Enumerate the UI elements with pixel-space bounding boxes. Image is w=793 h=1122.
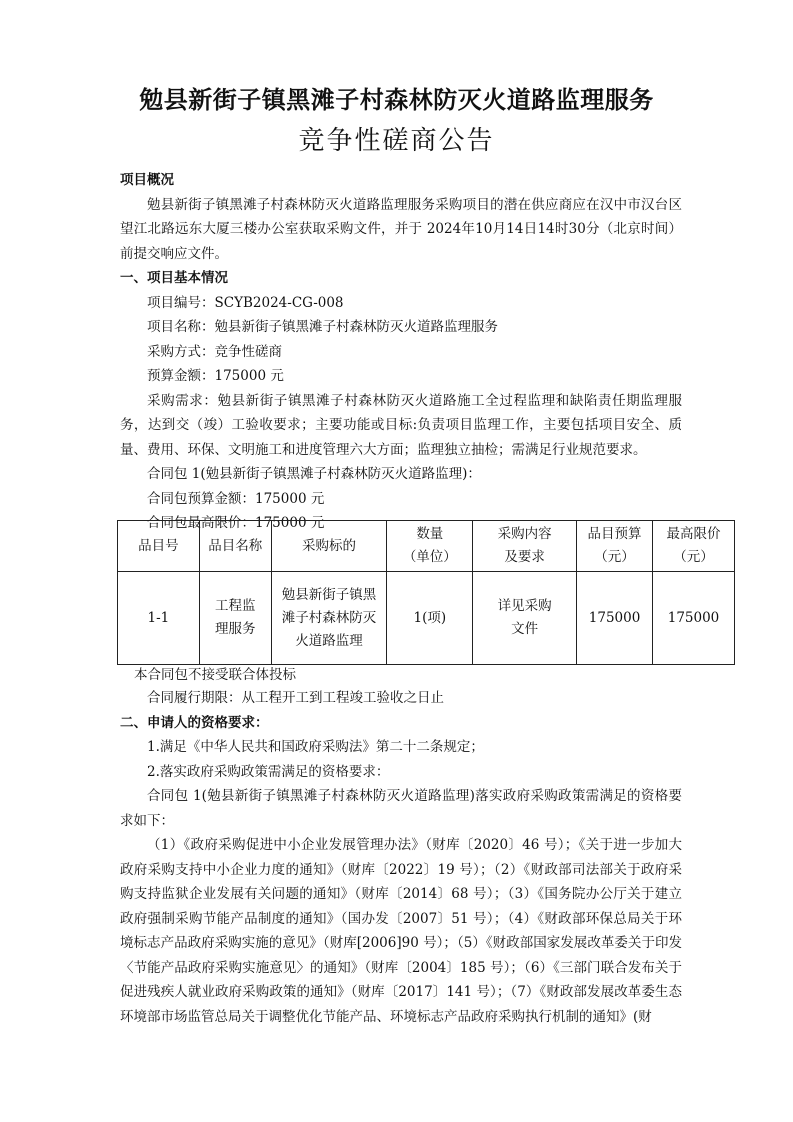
procurement-requirement: 采购需求：勉县新街子镇黑滩子村森林防灭火道路施工全过程监理和缺陷责任期监理服务，达到交（竣）工验收要求；主要功能或目标:负责项目监理工作，主要包括项目安全、质量、费用、环保、文明施工和进度管理六大方面；监理独立抽检；需满足行业规范要求。 bbox=[120, 392, 682, 458]
table-header-row bbox=[118, 521, 735, 572]
no-joint-bid-note: 本合同包不接受联合体投标 bbox=[134, 667, 296, 683]
cell-item-no: 1-1 bbox=[118, 572, 200, 665]
document-title: 勉县新街子镇黑滩子村森林防灭火道路监理服务 bbox=[139, 86, 654, 114]
cell-item-name: 工程监理服务 bbox=[199, 572, 271, 665]
qualification-item-2: 2.落实政府采购政策需满足的资格要求： bbox=[147, 763, 390, 780]
after-table-block bbox=[120, 663, 682, 688]
header-quantity: 数量 （单位） bbox=[387, 521, 473, 572]
table-row bbox=[118, 572, 735, 665]
header-content: 采购内容 及要求 bbox=[473, 521, 577, 572]
section2-block bbox=[120, 686, 682, 1029]
header-subject: 采购标的 bbox=[271, 521, 387, 572]
cell-item-budget: 175000 bbox=[577, 572, 653, 665]
budget-amount: 预算金额：175000 元 bbox=[147, 368, 284, 384]
document-subtitle: 竞争性磋商公告 bbox=[298, 126, 495, 156]
cell-subject: 勉县新街子镇黑滩子村森林防灭火道路监理 bbox=[271, 572, 387, 665]
items-table bbox=[117, 520, 735, 665]
contract-package: 合同包 1(勉县新街子镇黑滩子村森林防灭火道路监理)： bbox=[147, 466, 481, 482]
header-max-price: 最高限价 （元） bbox=[653, 521, 735, 572]
cell-max-price: 175000 bbox=[653, 572, 735, 665]
package-qualification: 合同包 1(勉县新街子镇黑滩子村森林防灭火道路监理)落实政府采购政策需满足的资格要求如下： bbox=[120, 788, 682, 829]
package-max-price: 合同包最高限价：175000 元 bbox=[147, 515, 325, 531]
overview-text: 勉县新街子镇黑滩子村森林防灭火道路监理服务采购项目的潜在供应商应在汉中市汉台区望江北路远东大厦三楼办公室获取采购文件，并于 2024年10月14日14时30分（北京时间）前提交响应文件。 bbox=[120, 196, 682, 262]
procurement-method: 采购方式：竞争性磋商 bbox=[147, 343, 282, 360]
policy-list: （1）《政府采购促进中小企业发展管理办法》（财库〔2020〕46 号）；《关于进一步加大政府采购支持中小企业力度的通知》（财库〔2022〕19 号）；（2）《财政部司法部关于政府采购支持监狱企业发展有关问题的通知》（财库〔2014〕68 号）；（3）《国务院办公厅关于建立政府强制采购节能产品制度的通知》（国办发〔2007〕51 号）；（4）《财政部环保总局关于环境标志产品政府采购实施的意见》（财库[2006]90 号）；（5）《财政部国家发展改革委关于印发〈节能产品政府采购实施意见〉的通知》（财库〔2004〕185 号）；（6）《三部门联合发布关于促进残疾人就业政府采购政策的通知》（财库〔2017〕141 号）；（7）《财政部发展改革委生态环境部市场监管总局关于调整优化节能产品、环境标志产品政府采购执行机制的通知》(财 bbox=[120, 837, 682, 1025]
header-item-no: 品目号 bbox=[118, 521, 200, 572]
package-budget: 合同包预算金额：175000 元 bbox=[147, 490, 325, 507]
cell-content: 详见采购文件 bbox=[473, 572, 577, 665]
contract-period: 合同履行期限：从工程开工到工程竣工验收之日止 bbox=[147, 690, 444, 706]
project-name: 项目名称：勉县新街子镇黑滩子村森林防灭火道路监理服务 bbox=[147, 319, 498, 335]
header-item-budget: 品目预算 （元） bbox=[577, 521, 653, 572]
overview-heading: 项目概况 bbox=[120, 172, 174, 188]
document-body bbox=[120, 168, 682, 536]
header-item-name: 品目名称 bbox=[199, 521, 271, 572]
qualification-item-1: 1.满足《中华人民共和国政府采购法》第二十二条规定； bbox=[147, 739, 484, 755]
section2-heading: 二、申请人的资格要求： bbox=[120, 714, 269, 731]
project-number: 项目编号：SCYB2024-CG-008 bbox=[147, 294, 344, 311]
section1-heading: 一、项目基本情况 bbox=[120, 270, 228, 286]
cell-quantity: 1(项) bbox=[387, 572, 473, 665]
